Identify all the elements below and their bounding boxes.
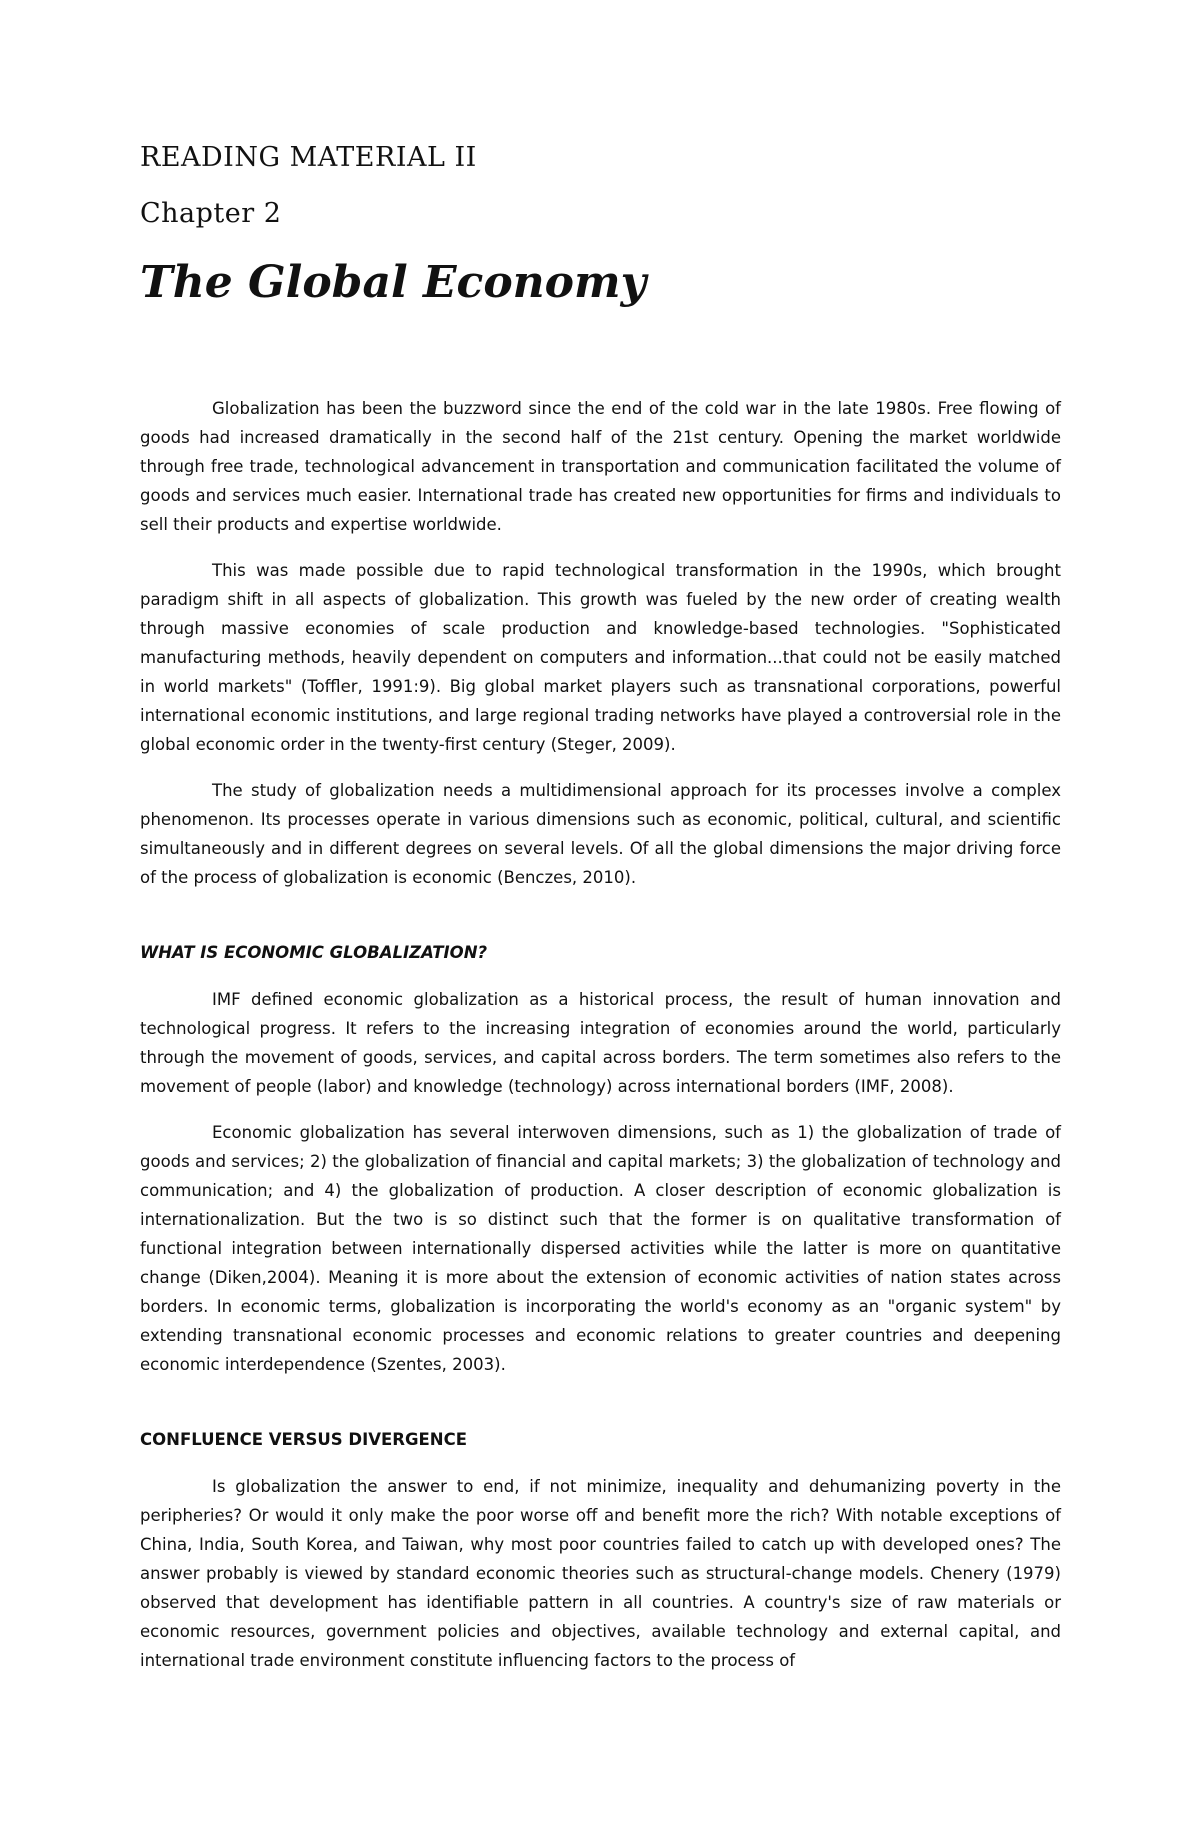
intro-paragraph-1: Globalization has been the buzzword since the end of the cold war in the late 1980s. Free flowing of goods had increased dramatically in the second half of the 21st century. Opening the market worldwide through free trade, technological advancement in transportation and communication facilitated the volume of goods and services much easier. International trade has created new opportunities for firms and individuals to sell their products and expertise worldwide. [140, 399, 1061, 534]
intro-paragraph-3: The study of globalization needs a multidimensional approach for its processes involve a complex phenomenon. Its processes operate in various dimensions such as economic, political, cultural, and scientific simultaneously and in different degrees on several levels. Of all the global dimensions the major driving force of the process of globalization is economic (Benczes, 2010). [140, 781, 1061, 887]
section-heading-confluence: CONFLUENCE VERSUS DIVERGENCE [140, 1430, 467, 1449]
reading-material-title: READING MATERIAL II [140, 142, 477, 173]
section-heading-economic-globalization: WHAT IS ECONOMIC GLOBALIZATION? [140, 943, 488, 962]
document-body [140, 394, 1061, 1692]
chapter-title: The Global Economy [140, 256, 647, 308]
chapter-label: Chapter 2 [140, 198, 282, 230]
confluence-paragraph-1: Is globalization the answer to end, if not minimize, inequality and dehumanizing poverty in the peripheries? Or would it only make the poor worse off and benefit more the rich? With notable exceptions of China, India, South Korea, and Taiwan, why most poor countries failed to catch up with developed ones? The answer probably is viewed by standard economic theories such as structural-change models. Chenery (1979) observed that development has identifiable pattern in all countries. A country's size of raw materials or economic resources, government policies and objectives, available technology and external capital, and international trade environment constitute influencing factors to the process of [140, 1477, 1061, 1670]
document-header [140, 142, 1060, 310]
economic-globalization-paragraph-1: IMF defined economic globalization as a historical process, the result of human innovation and technological progress. It refers to the increasing integration of economies around the world, particularly through the movement of goods, services, and capital across borders. The term sometimes also refers to the movement of people (labor) and knowledge (technology) across international borders (IMF, 2008). [140, 990, 1061, 1096]
intro-paragraph-2: This was made possible due to rapid technological transformation in the 1990s, which brought paradigm shift in all aspects of globalization. This growth was fueled by the new order of creating wealth through massive economies of scale production and knowledge-based technologies. "Sophisticated manufacturing methods, heavily dependent on computers and information...that could not be easily matched in world markets" (Toffler, 1991:9). Big global market players such as transnational corporations, powerful international economic institutions, and large regional trading networks have played a controversial role in the global economic order in the twenty-first century (Steger, 2009). [140, 561, 1061, 754]
economic-globalization-paragraph-2: Economic globalization has several interwoven dimensions, such as 1) the globalization of trade of goods and services; 2) the globalization of financial and capital markets; 3) the globalization of technology and communication; and 4) the globalization of production. A closer description of economic globalization is internationalization. But the two is so distinct such that the former is on qualitative transformation of functional integration between internationally dispersed activities while the latter is more on quantitative change (Diken,2004). Meaning it is more about the extension of economic activities of nation states across borders. In economic terms, globalization is incorporating the world's economy as an "organic system" by extending transnational economic processes and economic relations to greater countries and deepening economic interdependence (Szentes, 2003). [140, 1123, 1061, 1374]
